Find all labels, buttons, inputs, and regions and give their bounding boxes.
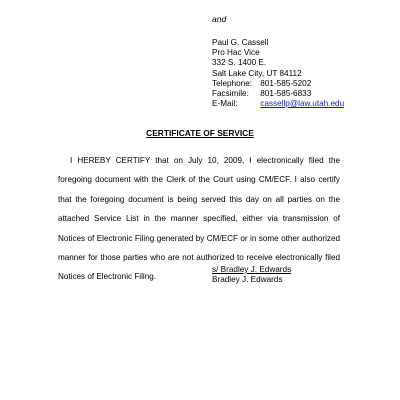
signature-block	[212, 265, 323, 284]
conjunction-text: and	[212, 14, 227, 24]
telephone-row	[212, 79, 344, 89]
certificate-body: I HEREBY CERTIFY that on July 10, 2009, I electronically filed the foregoing document with the Clerk of the Court using CM/ECF. I also certify that the foregoing document is being served this day on all parties on the attached Service List in the manner specified, either via transmission of Notices of Electronic Filing generated by CM/ECF or in some other authorized manner for those parties who are not authorized to receive electronically filed Notices of Electronic Filing.	[58, 156, 340, 282]
counsel-street: 332 S. 1400 E.	[212, 58, 267, 68]
facsimile-label: Facsimile:	[212, 88, 249, 98]
email-label: E-Mail:	[212, 99, 238, 109]
telephone-label: Telephone:	[212, 78, 253, 88]
email-link[interactable]: cassellp@law.utah.edu	[260, 99, 345, 109]
electronic-signature-line	[212, 265, 323, 275]
counsel-address-block	[212, 38, 344, 109]
counsel-city-state-zip: Salt Lake City, UT 84112	[212, 68, 302, 78]
facsimile-value: 801-585-6833	[260, 88, 312, 98]
signer-printed-name: Bradley J. Edwards	[212, 274, 283, 284]
telephone-value: 801-585-5202	[260, 78, 312, 88]
email-row	[212, 99, 344, 109]
electronic-signature: s/ Bradley J. Edwards	[212, 265, 292, 274]
counsel-status: Pro Hac Vice	[212, 48, 260, 58]
facsimile-row	[212, 89, 344, 99]
certificate-heading: CERTIFICATE OF SERVICE	[146, 128, 254, 138]
counsel-name: Paul G. Cassell	[212, 38, 269, 47]
